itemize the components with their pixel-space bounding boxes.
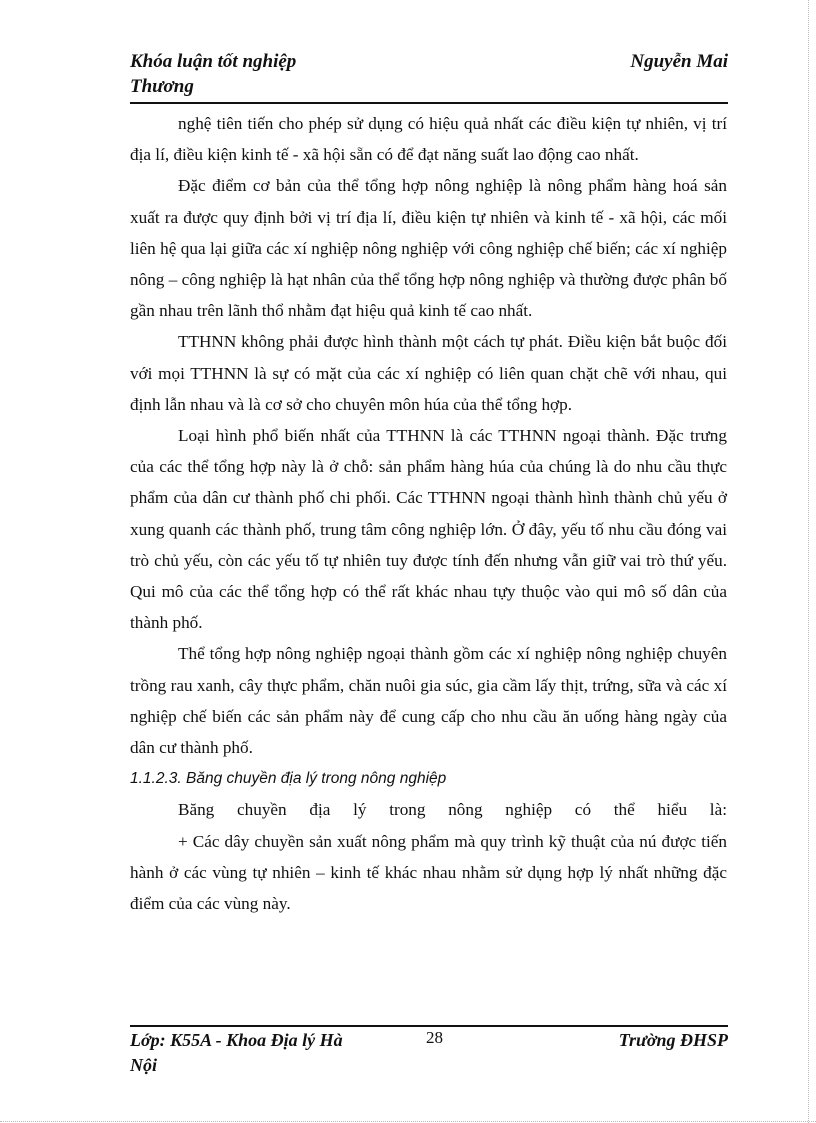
footer-left-text: Lớp: K55A - Khoa Địa lý Hà Nội [130, 1030, 343, 1075]
paragraph-characteristics: Đặc điểm cơ bản của thể tổng hợp nông nghiệp là nông phẩm hàng hoá sản xuất ra được quy định bởi vị trí địa lí, điều kiện tự nhiên và kinh tế - xã hội, các mối liên hệ qua lại giữa các xí nghiệp nông nghiệp với công nghiệp chế biến; các xí nghiệp nông – công nghiệp là hạt nhân của thể tổng hợp nông nghiệp và thường được phân bố gần nhau trên lãnh thổ nhằm đạt hiệu quả kinh tế cao nhất. [130, 176, 727, 321]
header-right-text: Nguyễn Mai [630, 51, 728, 72]
paragraph-definition-item: + Các dây chuyền sản xuất nông phẩm mà quy trình kỹ thuật của nú được tiến hành ở các vùng tự nhiên – kinh tế khác nhau nhằm sử dụng hợp lý nhất những đặc điểm của các vùng này. [130, 831, 727, 914]
page-edge-bottom [0, 1121, 816, 1122]
body-text [130, 108, 727, 919]
paragraph-definition-lead: Băng chuyền địa lý trong nông nghiệp có thể hiểu là: [178, 800, 727, 820]
page-number: 28 [426, 1028, 443, 1047]
header-rule [130, 102, 728, 104]
paragraph-suburban-type: Loại hình phổ biến nhất của TTHNN là các TTHNN ngoại thành. Đặc trưng của các thể tổng hợp này là ở chỗ: sản phẩm hàng húa của chúng là do nhu cầu thực phẩm của dân cư thành phố chi phối. Các TTHNN ngoại thành hình thành chủ yếu ở xung quanh các thành phố, trung tâm công nghiệp lớn. Ở đây, yếu tố nhu cầu đóng vai trò chủ yếu, còn các yếu tố tự nhiên tuy được tính đến nhưng vẫn giữ vai trò thứ yếu. Qui mô của các thể tổng hợp có thể rất khác nhau tựy thuộc vào qui mô số dân của thành phố. [130, 426, 727, 633]
page-edge-right [808, 0, 809, 1123]
header-left-text: Khóa luận tốt nghiệp Thương [130, 51, 297, 97]
paragraph-continuation: nghệ tiên tiến cho phép sử dụng có hiệu quả nhất các điều kiện tự nhiên, vị trí địa lí, điều kiện kinh tế - xã hội sẵn có để đạt năng suất lao động cao nhất. [130, 114, 727, 165]
page-footer [130, 1028, 728, 1080]
paragraph-tthnn-formation: TTHNN không phải được hình thành một cách tự phát. Điều kiện bắt buộc đối với mọi TTHNN là sự có mặt của các xí nghiệp có liên quan chặt chẽ với nhau, qui định lẫn nhau và là cơ sở cho chuyên môn húa của thể tổng hợp. [130, 332, 727, 414]
paragraph-suburban-composition: Thể tổng hợp nông nghiệp ngoại thành gồm các xí nghiệp nông nghiệp chuyên trồng rau xanh, cây thực phẩm, chăn nuôi gia súc, gia cầm lấy thịt, trứng, sữa và các xí nghiệp chế biến các sản phẩm này để cung cấp cho nhu cầu ăn uống hàng ngày của dân cư thành phố. [130, 644, 727, 758]
page-header [130, 49, 728, 101]
footer-right-text: Trường ĐHSP [618, 1030, 728, 1050]
section-heading: 1.1.2.3. Băng chuyền địa lý trong nông nghiệp [130, 770, 447, 788]
